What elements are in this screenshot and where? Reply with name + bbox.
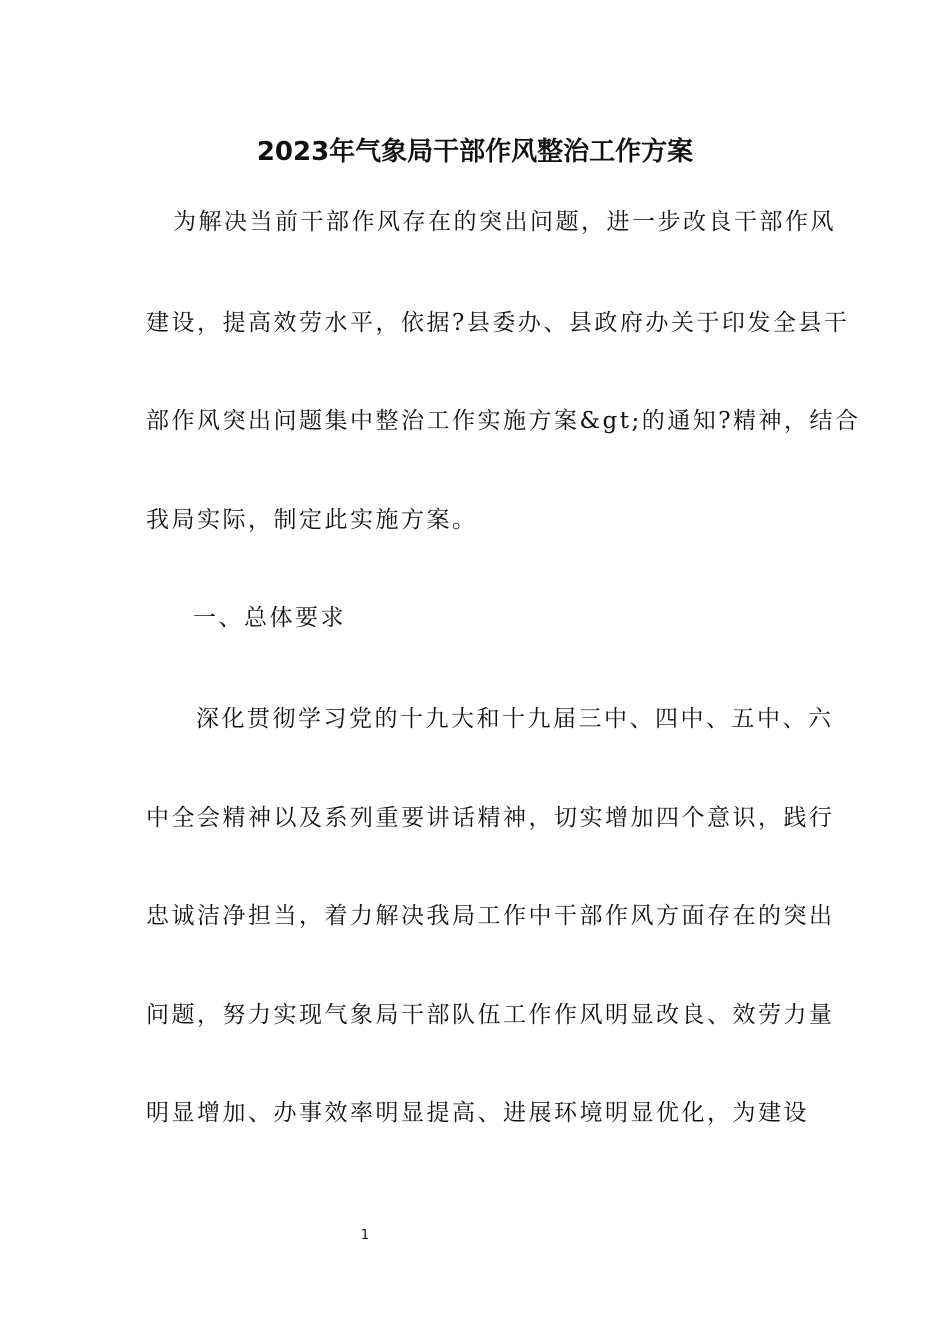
paragraph-line-1: 为解决当前干部作风存在的突出问题，进一步改良干部作风 <box>173 209 836 235</box>
document-title: 2023年气象局干部作风整治工作方案 <box>256 137 694 167</box>
paragraph-line-10: 明显增加、办事效率明显提高、进展环境明显优化，为建设 <box>146 1100 809 1126</box>
paragraph-line-6: 深化贯彻学习党的十九大和十九届三中、四中、五中、六 <box>196 706 834 732</box>
section-heading: 一、总体要求 <box>193 605 346 631</box>
paragraph-line-4: 我局实际，制定此实施方案。 <box>146 507 478 533</box>
paragraph-line-3: 部作风突出问题集中整治工作实施方案&gt;的通知?精神，结合 <box>146 408 861 434</box>
paragraph-line-9: 问题，努力实现气象局干部队伍工作作风明显改良、效劳力量 <box>146 1002 835 1028</box>
paragraph-line-7: 中全会精神以及系列重要讲话精神，切实增加四个意识，践行 <box>146 805 835 831</box>
paragraph-line-8: 忠诚洁净担当，着力解决我局工作中干部作风方面存在的突出 <box>146 903 835 929</box>
page-number: 1 <box>360 1228 370 1243</box>
paragraph-line-2: 建设，提高效劳水平，依据?县委办、县政府办关于印发全县干 <box>146 310 850 336</box>
